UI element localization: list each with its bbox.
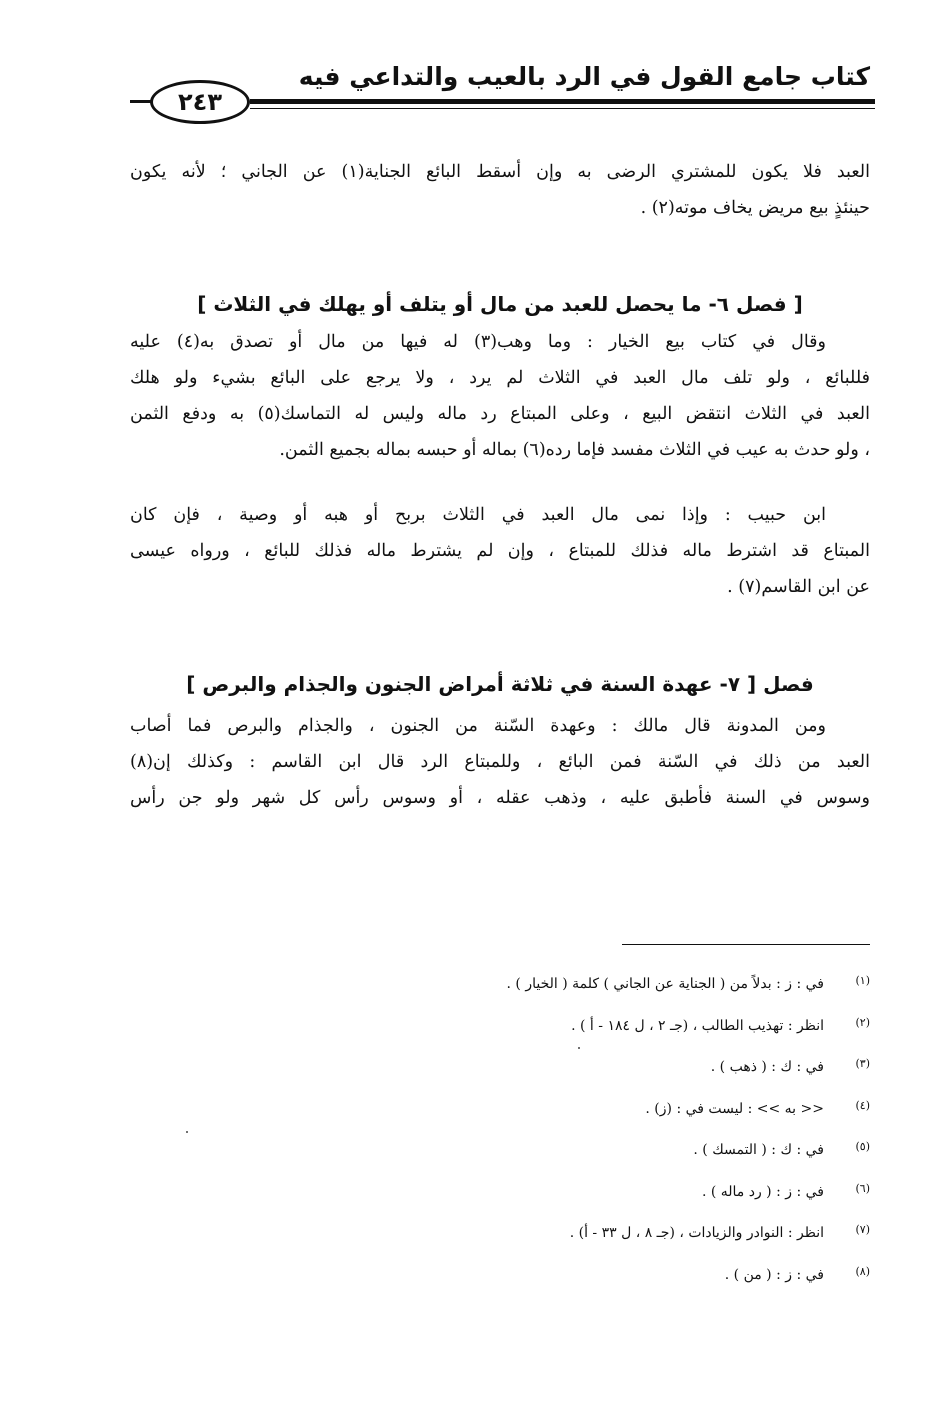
- text-line: حينئذٍ بيع مريض يخاف موته(٢) .: [640, 198, 870, 218]
- header-rule-thin: [250, 108, 875, 109]
- footnote-number: (١): [855, 974, 870, 987]
- section-6-paragraph-1: [130, 324, 870, 468]
- footnote-text: انظر : النوادر والزيادات ، (جـ ٨ ، ل ٣٣ - أ) .: [569, 1225, 824, 1241]
- text-line: العبد في الثلاث انتقض البيع ، وعلى المبتاع رد ماله وليس له التماسك(٥) به ودفع الثمن: [130, 404, 870, 424]
- section-6-paragraph-2: [130, 497, 870, 605]
- footnote: [400, 1128, 870, 1170]
- footnote-text: في : ز : ( رد ماله ) .: [701, 1183, 824, 1200]
- section-6-heading: [ فصل ٦- ما يحصل للعبد من مال أو يتلف أو يهلك في الثلاث ]: [197, 292, 803, 316]
- text-line: ، ولو حدث به عيب في الثلاث مفسد فإما رده(٦) بماله أو حبسه بماله بجميع الثمن.: [279, 440, 870, 460]
- footnote: [400, 1211, 870, 1253]
- text-line: العبد فلا يكون للمشتري الرضى به وإن أسقط البائع الجناية(١) عن الجاني ؛ لأنه يكون: [130, 162, 870, 182]
- footnote-number: (٥): [855, 1140, 870, 1153]
- footnote-text: في : ز : ( من ) .: [724, 1266, 824, 1283]
- footnote-number: (٧): [855, 1223, 870, 1236]
- text-line: ومن المدونة قال مالك : وعهدة السّنة من الجنون ، والجذام والبرص فما أصاب: [130, 716, 826, 736]
- footnotes: [400, 962, 870, 1294]
- text-line: المبتاع قد اشترط ماله فذلك للمبتاع ، وإن لم يشترط ماله فذلك للبائع ، ورواه عيسى: [130, 541, 870, 561]
- scan-speck: [578, 1047, 580, 1049]
- footnote: [400, 1004, 870, 1046]
- page-number: ٢٤٣: [150, 80, 250, 124]
- text-line: عن ابن القاسم(٧) .: [727, 577, 870, 597]
- footnote-number: (٤): [855, 1098, 870, 1112]
- footnote: [400, 962, 870, 1004]
- footnote: [400, 1170, 870, 1212]
- footnote: [400, 1253, 870, 1295]
- header-rule: [250, 99, 875, 104]
- footnote-number: (٣): [855, 1057, 870, 1070]
- footnote-number: (٦): [855, 1181, 870, 1195]
- footnote-separator: [622, 944, 870, 945]
- footnote-text: في : ز : بدلاً من ( الجناية عن الجاني ) كلمة ( الخيار ) .: [506, 976, 824, 992]
- footnote: [400, 1087, 870, 1129]
- running-title: كتاب جامع القول في الرد بالعيب والتداعي فيه: [298, 62, 870, 91]
- section-7-heading: فصل [ ٧- عهدة السنة في ثلاثة أمراض الجنون والجذام والبرص ]: [186, 672, 814, 696]
- intro-paragraph: [130, 154, 870, 226]
- footnote-number: (٢): [855, 1015, 870, 1029]
- text-line: فللبائع ، ولو تلف مال العبد في الثلاث لم يرد ، ولا يرجع على البائع بشيء ولو هلك: [130, 368, 870, 388]
- text-line: العبد من ذلك في السّنة فمن البائع ، وللمبتاع الرد قال ابن القاسم : وكذلك إن(٨): [130, 752, 870, 772]
- footnote-number: (٨): [855, 1264, 870, 1278]
- footnote: [400, 1045, 870, 1087]
- text-line: ابن حبيب : وإذا نمى مال العبد في الثلاث بربح أو هبه أو وصية ، فإن كان: [130, 505, 826, 525]
- text-line: وقال في كتاب بيع الخيار : وما وهب(٣) له فيها من مال أو تصدق به(٤) عليه: [130, 332, 826, 352]
- page-number-ornament: [130, 100, 152, 103]
- scan-speck: [186, 1131, 188, 1133]
- footnote-text: في : ك : ( التمسك ) .: [693, 1142, 824, 1158]
- footnote-text: في : ك : ( ذهب ) .: [710, 1059, 824, 1075]
- footnote-text: انظر : تهذيب الطالب ، (جـ ٢ ، ل ١٨٤ - أ ) .: [571, 1017, 824, 1034]
- text-line: وسوس في السنة فأطبق عليه ، وذهب عقله ، أو وسوس رأس كل شهر ولو جن رأس: [130, 788, 870, 808]
- footnote-text: << به >> : ليست في : (ز) .: [645, 1100, 824, 1117]
- section-7-paragraph-1: [130, 708, 870, 816]
